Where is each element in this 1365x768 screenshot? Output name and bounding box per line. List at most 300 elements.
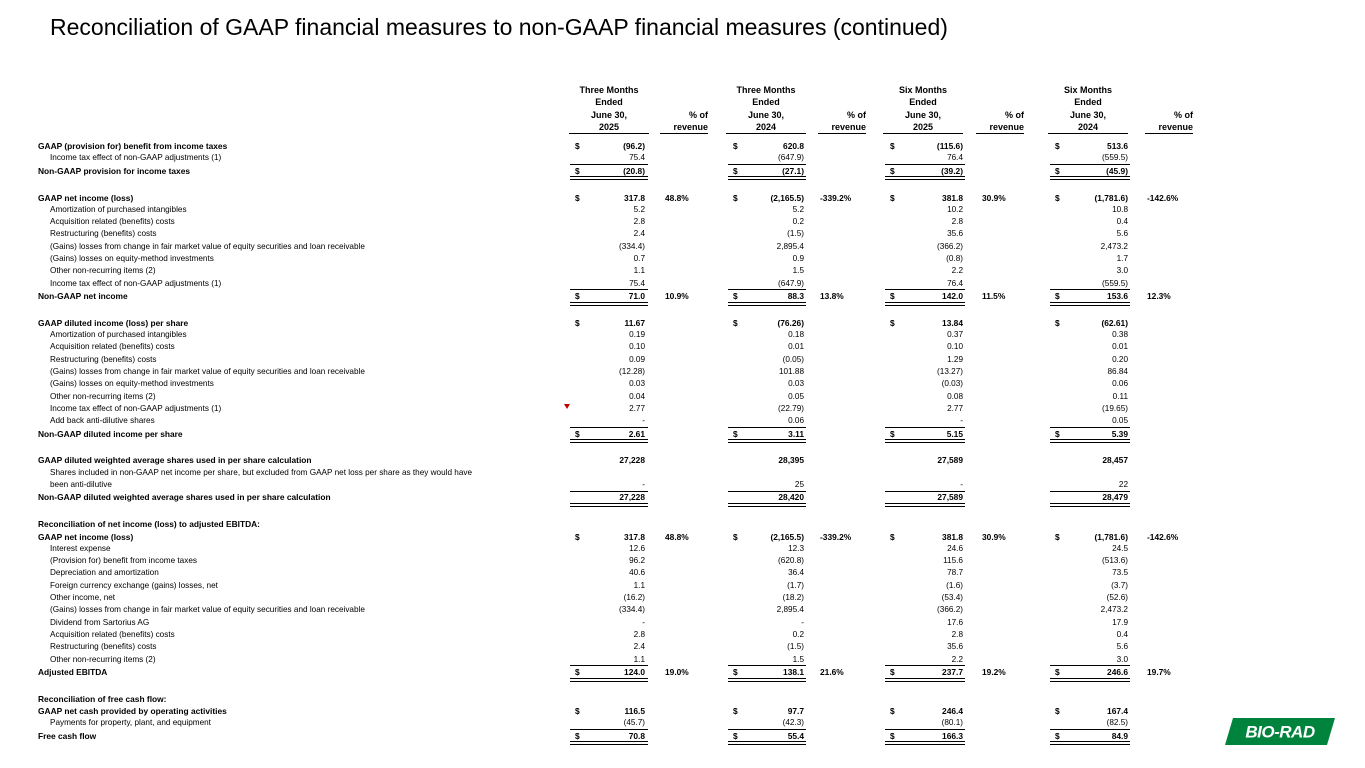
currency-symbol: $: [733, 192, 738, 203]
row-label: Adjusted EBITDA: [38, 666, 108, 677]
cell-value: 78.7: [947, 568, 963, 578]
table-row: [0, 693, 1200, 705]
cell-value: 10.2: [947, 204, 963, 214]
cell-value: (20.8): [623, 165, 645, 176]
cell-value: 5.6: [1116, 642, 1128, 652]
table-row: [0, 140, 1200, 152]
cell-value: 5.6: [1116, 229, 1128, 239]
table-row: [0, 278, 1200, 290]
currency-symbol: $: [575, 192, 580, 203]
row-label: Restructuring (benefits) costs: [50, 642, 157, 652]
cell-value: (1,781.6): [1094, 192, 1128, 203]
total-double-underline: [570, 678, 648, 682]
row-label: GAAP diluted weighted average shares used in per share calculation: [38, 455, 312, 466]
cell-value: 0.10: [629, 342, 645, 352]
cell-value: 40.6: [629, 568, 645, 578]
header-col1: [569, 84, 649, 134]
currency-symbol: $: [733, 730, 738, 741]
header-col3: [883, 84, 963, 134]
table-row: [0, 654, 1200, 666]
cell-value: 97.7: [787, 706, 804, 716]
header-pct2-line2: revenue: [818, 121, 866, 134]
total-double-underline: [1050, 176, 1130, 180]
cell-percent: 21.6%: [820, 666, 844, 677]
cell-value: (2,165.5): [770, 192, 804, 203]
header-col1-line2: Ended: [595, 97, 623, 108]
header-pct1: [660, 109, 708, 135]
header-col1-line4: 2025: [569, 121, 649, 134]
cell-value: 5.2: [792, 204, 804, 214]
cell-value: (1.5): [787, 229, 804, 239]
row-label: Acquisition related (benefits) costs: [50, 629, 175, 639]
cell-value: 2.8: [633, 217, 645, 227]
currency-symbol: $: [575, 730, 580, 741]
cell-value: 1.29: [947, 354, 963, 364]
header-pct3: [976, 109, 1024, 135]
cell-value: 237.7: [942, 666, 963, 677]
currency-symbol: $: [575, 141, 580, 151]
cell-value: (334.4): [619, 605, 645, 615]
currency-symbol: $: [575, 428, 580, 439]
header-pct3-line2: revenue: [976, 121, 1024, 134]
total-double-underline: [1050, 302, 1130, 306]
cell-value: (45.7): [623, 718, 645, 728]
currency-symbol: $: [890, 706, 895, 716]
cell-value: 27,228: [619, 455, 645, 466]
row-label: Income tax effect of non-GAAP adjustments (1): [50, 153, 222, 163]
cell-value: 0.09: [629, 354, 645, 364]
cell-value: 0.03: [629, 379, 645, 389]
cell-percent: 19.2%: [982, 666, 1006, 677]
cell-value: 1.5: [792, 266, 804, 276]
header-col4-line1: Six Months: [1063, 85, 1112, 95]
header-col3-line2: Ended: [909, 97, 937, 108]
header-pct4-line1: % of: [1174, 109, 1193, 120]
currency-symbol: $: [575, 290, 580, 301]
table-row: [0, 329, 1200, 341]
cell-value: 1.1: [633, 266, 645, 276]
cell-value: 513.6: [1107, 141, 1128, 151]
cell-value: (115.6): [936, 141, 963, 151]
table-row: [0, 428, 1200, 440]
cell-value: 0.19: [629, 330, 645, 340]
table-row: [0, 317, 1200, 329]
cell-value: (27.1): [782, 165, 804, 176]
cell-value: (76.26): [777, 317, 804, 328]
row-label: (Gains) losses on equity-method investments: [50, 254, 214, 263]
cell-value: (0.05): [782, 354, 804, 364]
cell-value: 27,228: [619, 492, 645, 503]
table-row: [0, 341, 1200, 353]
header-col4: [1048, 84, 1128, 134]
header-col4-line3: June 30,: [1069, 109, 1107, 120]
total-double-underline: [885, 503, 965, 507]
cell-value: 2,895.4: [776, 241, 804, 251]
cell-value: 35.6: [947, 642, 963, 652]
cell-value: 2,895.4: [776, 605, 804, 615]
currency-symbol: $: [733, 290, 738, 301]
total-double-underline: [570, 741, 648, 745]
cell-value: 27,589: [937, 455, 963, 466]
row-label: Restructuring (benefits) costs: [50, 354, 157, 364]
currency-symbol: $: [1055, 666, 1060, 677]
cell-value: 0.05: [1112, 416, 1128, 426]
cell-value: 246.6: [1107, 666, 1128, 677]
cell-value: 0.10: [947, 342, 963, 352]
cell-value: 5.2: [633, 204, 645, 214]
cell-value: 84.9: [1111, 730, 1128, 741]
cell-value: 3.0: [1116, 654, 1128, 664]
total-double-underline: [885, 302, 965, 306]
cell-value: 2.4: [633, 229, 645, 239]
cell-value: 0.20: [1112, 354, 1128, 364]
cell-value: (0.03): [941, 379, 963, 389]
cell-value: (12.28): [619, 367, 645, 376]
cell-value: 0.05: [788, 391, 804, 401]
currency-symbol: $: [1055, 531, 1060, 542]
table-row: [0, 580, 1200, 592]
cell-value: (1.5): [787, 642, 804, 652]
currency-symbol: $: [890, 730, 895, 741]
cell-value: (45.9): [1106, 165, 1128, 176]
cell-value: 28,479: [1102, 492, 1128, 503]
row-label: Add back anti-dilutive shares: [50, 416, 155, 426]
bio-rad-logo: [1225, 718, 1335, 745]
table-row: [0, 265, 1200, 277]
table-row: [0, 592, 1200, 604]
row-label: GAAP (provision for) benefit from income taxes: [38, 141, 228, 151]
cell-value: 24.5: [1112, 543, 1128, 553]
currency-symbol: $: [1055, 290, 1060, 301]
cell-value: 35.6: [947, 229, 963, 239]
table-row: [0, 290, 1200, 302]
total-double-underline: [728, 439, 806, 443]
cell-value: 24.6: [947, 543, 963, 553]
total-double-underline: [570, 302, 648, 306]
header-col2-line2: Ended: [752, 97, 780, 108]
table-row: [0, 491, 1200, 503]
cell-value: 0.06: [1112, 379, 1128, 389]
table-row: [0, 567, 1200, 579]
header-pct4: [1145, 109, 1193, 135]
row-label: GAAP net cash provided by operating activities: [38, 706, 227, 716]
total-double-underline: [1050, 503, 1130, 507]
cell-value: 11.67: [624, 317, 645, 328]
header-col3-line1: Six Months: [898, 85, 947, 95]
cell-value: 1.1: [633, 654, 645, 664]
cell-value: 75.4: [629, 153, 645, 163]
table-row: [0, 354, 1200, 366]
total-double-underline: [728, 678, 806, 682]
cell-value: 115.6: [943, 556, 963, 566]
row-label: Other non-recurring items (2): [50, 266, 156, 276]
cell-percent: 12.3%: [1147, 290, 1171, 301]
cell-value: (39.2): [941, 165, 963, 176]
cell-value: -: [960, 480, 963, 489]
table-row: [0, 705, 1200, 717]
cell-value: 2.8: [951, 217, 963, 227]
cell-value: 2,473.2: [1100, 241, 1128, 251]
row-label: Non-GAAP net income: [38, 290, 128, 301]
row-label: Reconciliation of free cash flow:: [38, 693, 167, 704]
currency-symbol: $: [733, 141, 738, 151]
cell-value: -: [801, 617, 804, 627]
cell-percent: -339.2%: [820, 192, 852, 203]
cell-value: 0.37: [947, 330, 963, 340]
table-row: [0, 479, 1200, 491]
cell-percent: 30.9%: [982, 192, 1006, 203]
cell-value: 0.4: [1116, 629, 1128, 639]
header-col1-line1: Three Months: [579, 85, 639, 95]
table-row: [0, 454, 1200, 466]
row-label: GAAP diluted income (loss) per share: [38, 317, 189, 328]
total-double-underline: [885, 741, 965, 745]
currency-symbol: $: [733, 428, 738, 439]
cell-value: 101.88: [778, 367, 804, 376]
table-row: [0, 415, 1200, 427]
cell-value: (366.2): [937, 605, 963, 615]
header-col1-line3: June 30,: [590, 109, 628, 120]
cell-value: 70.8: [628, 730, 645, 741]
cell-value: 86.84: [1107, 367, 1128, 376]
table-row: [0, 228, 1200, 240]
cell-value: 246.4: [942, 706, 963, 716]
row-label: (Gains) losses from change in fair market value of equity securities and loan receivable: [50, 241, 365, 251]
cell-value: (647.9): [778, 278, 804, 288]
cell-value: 10.8: [1112, 204, 1128, 214]
cell-percent: -142.6%: [1147, 531, 1179, 542]
cell-value: (62.61): [1101, 317, 1128, 328]
cell-value: (53.4): [941, 593, 963, 602]
header-col3-line3: June 30,: [904, 109, 942, 120]
cell-value: 12.3: [788, 543, 804, 553]
cell-percent: 11.5%: [982, 290, 1006, 301]
cell-percent: 30.9%: [982, 531, 1006, 542]
total-double-underline: [885, 176, 965, 180]
row-label: Dividend from Sartorius AG: [50, 617, 150, 627]
header-pct2: [818, 109, 866, 135]
row-label: (Gains) losses from change in fair market value of equity securities and loan receivable: [50, 367, 365, 376]
cell-value: 71.0: [628, 290, 645, 301]
total-double-underline: [885, 678, 965, 682]
header-pct4-line2: revenue: [1145, 121, 1193, 134]
currency-symbol: $: [575, 165, 580, 176]
header-col3-line4: 2025: [883, 121, 963, 134]
header-pct3-line1: % of: [1005, 109, 1024, 120]
header-col4-line4: 2024: [1048, 121, 1128, 134]
cell-value: 28,395: [778, 455, 804, 466]
cell-value: (16.2): [623, 593, 645, 602]
currency-symbol: $: [1055, 730, 1060, 741]
cell-value: 0.7: [633, 254, 645, 263]
row-label: Other non-recurring items (2): [50, 391, 156, 401]
header-col2-line3: June 30,: [747, 109, 785, 120]
table-row: [0, 543, 1200, 555]
row-label: GAAP net income (loss): [38, 531, 134, 542]
page-title: Reconciliation of GAAP financial measures to non-GAAP financial measures (continued): [50, 14, 948, 40]
currency-symbol: $: [890, 428, 895, 439]
cell-percent: -339.2%: [820, 531, 852, 542]
header-col4-line2: Ended: [1074, 97, 1102, 108]
cell-value: 2.2: [951, 266, 963, 276]
cell-value: (42.3): [782, 718, 804, 728]
total-double-underline: [728, 503, 806, 507]
currency-symbol: $: [1055, 141, 1060, 151]
table-row: [0, 629, 1200, 641]
row-label: Reconciliation of net income (loss) to adjusted EBITDA:: [38, 519, 260, 530]
cell-value: (3.7): [1111, 580, 1128, 590]
currency-symbol: $: [575, 666, 580, 677]
cell-value: 381.8: [942, 531, 963, 542]
total-double-underline: [1050, 678, 1130, 682]
cell-value: 124.0: [624, 666, 645, 677]
cell-value: 0.03: [788, 379, 804, 389]
cell-value: 381.8: [942, 192, 963, 203]
total-double-underline: [885, 439, 965, 443]
currency-symbol: $: [733, 317, 738, 328]
cell-value: 17.9: [1112, 617, 1128, 627]
row-label: Shares included in non-GAAP net income per share, but excluded from GAAP net loss per share as they would have: [50, 467, 473, 477]
row-label: Foreign currency exchange (gains) losses, net: [50, 580, 218, 590]
currency-symbol: $: [890, 165, 895, 176]
row-label: Payments for property, plant, and equipment: [50, 718, 211, 728]
row-label: Acquisition related (benefits) costs: [50, 342, 175, 352]
total-double-underline: [570, 439, 648, 443]
row-label: been anti-dilutive: [50, 480, 112, 489]
cell-value: 0.2: [792, 217, 804, 227]
cell-percent: 48.8%: [665, 531, 689, 542]
header-col2-line4: 2024: [726, 121, 806, 134]
cell-value: (1,781.6): [1094, 531, 1128, 542]
cell-value: 1.7: [1116, 254, 1128, 263]
row-label: (Gains) losses on equity-method investments: [50, 379, 214, 389]
table-row: [0, 216, 1200, 228]
comment-marker-icon: [564, 404, 570, 409]
row-label: Other non-recurring items (2): [50, 654, 156, 664]
cell-percent: 13.8%: [820, 290, 844, 301]
cell-value: 13.84: [942, 317, 963, 328]
cell-value: 76.4: [947, 153, 963, 163]
currency-symbol: $: [575, 706, 580, 716]
currency-symbol: $: [890, 666, 895, 677]
cell-value: (620.8): [778, 556, 804, 566]
total-double-underline: [728, 176, 806, 180]
cell-value: (1.6): [946, 580, 963, 590]
currency-symbol: $: [733, 165, 738, 176]
cell-value: 317.8: [624, 531, 645, 542]
currency-symbol: $: [733, 666, 738, 677]
currency-symbol: $: [733, 531, 738, 542]
header-col2: [726, 84, 806, 134]
cell-value: (96.2): [623, 141, 645, 151]
total-double-underline: [1050, 439, 1130, 443]
cell-value: 22: [1118, 480, 1128, 489]
table-row: [0, 204, 1200, 216]
row-label: Acquisition related (benefits) costs: [50, 217, 175, 227]
cell-value: 88.3: [787, 290, 804, 301]
cell-value: 153.6: [1107, 290, 1128, 301]
cell-value: (366.2): [937, 241, 963, 251]
cell-value: 1.5: [792, 654, 804, 664]
cell-percent: 19.7%: [1147, 666, 1171, 677]
cell-value: -: [642, 416, 645, 426]
table-row: [0, 152, 1200, 164]
cell-value: 2.77: [629, 403, 645, 413]
cell-value: 28,457: [1102, 455, 1128, 466]
cell-value: 5.15: [946, 428, 963, 439]
currency-symbol: $: [1055, 428, 1060, 439]
table-row: [0, 403, 1200, 415]
cell-value: 620.8: [783, 141, 804, 151]
currency-symbol: $: [575, 531, 580, 542]
cell-value: 0.38: [1112, 330, 1128, 340]
cell-value: (22.79): [778, 403, 804, 413]
header-pct2-line1: % of: [847, 109, 866, 120]
row-label: (Provision for) benefit from income taxes: [50, 556, 197, 566]
cell-value: 0.06: [788, 416, 804, 426]
table-row: [0, 717, 1200, 729]
currency-symbol: $: [1055, 165, 1060, 176]
cell-value: (513.6): [1102, 556, 1128, 566]
row-label: Non-GAAP diluted weighted average shares used in per share calculation: [38, 492, 331, 503]
cell-value: -: [642, 617, 645, 627]
cell-value: 2,473.2: [1100, 605, 1128, 615]
cell-value: (13.27): [937, 367, 963, 376]
cell-value: (19.65): [1102, 403, 1128, 413]
currency-symbol: $: [890, 192, 895, 203]
table-row: [0, 518, 1200, 530]
currency-symbol: $: [1055, 192, 1060, 203]
cell-value: 2.8: [633, 629, 645, 639]
cell-value: 12.6: [629, 543, 645, 553]
currency-symbol: $: [733, 706, 738, 716]
row-label: GAAP net income (loss): [38, 192, 134, 203]
bio-rad-logo-text: BIO-RAD: [1245, 722, 1315, 742]
cell-value: 75.4: [629, 278, 645, 288]
currency-symbol: $: [890, 317, 895, 328]
cell-value: (80.1): [941, 718, 963, 728]
table-row: [0, 555, 1200, 567]
row-label: Amortization of purchased intangibles: [50, 204, 187, 214]
cell-value: (52.6): [1106, 593, 1128, 602]
currency-symbol: $: [890, 290, 895, 301]
cell-value: 167.4: [1107, 706, 1128, 716]
row-label: (Gains) losses from change in fair market value of equity securities and loan receivable: [50, 605, 365, 615]
table-row: [0, 730, 1200, 742]
cell-value: (647.9): [778, 153, 804, 163]
cell-percent: 19.0%: [665, 666, 689, 677]
cell-value: 17.6: [947, 617, 963, 627]
table-row: [0, 666, 1200, 678]
cell-value: (18.2): [782, 593, 804, 602]
cell-value: (2,165.5): [770, 531, 804, 542]
currency-symbol: $: [1055, 706, 1060, 716]
cell-value: 36.4: [788, 568, 804, 578]
cell-value: 0.01: [788, 342, 804, 352]
cell-value: 138.1: [783, 666, 804, 677]
table-row: [0, 241, 1200, 253]
table-row: [0, 531, 1200, 543]
cell-value: (559.5): [1102, 153, 1128, 163]
cell-value: 317.8: [624, 192, 645, 203]
cell-value: 73.5: [1112, 568, 1128, 578]
cell-value: 2.8: [951, 629, 963, 639]
cell-value: 2.2: [951, 654, 963, 664]
row-label: Restructuring (benefits) costs: [50, 229, 157, 239]
cell-value: 55.4: [787, 730, 804, 741]
cell-value: 0.01: [1112, 342, 1128, 352]
cell-value: 142.0: [942, 290, 963, 301]
